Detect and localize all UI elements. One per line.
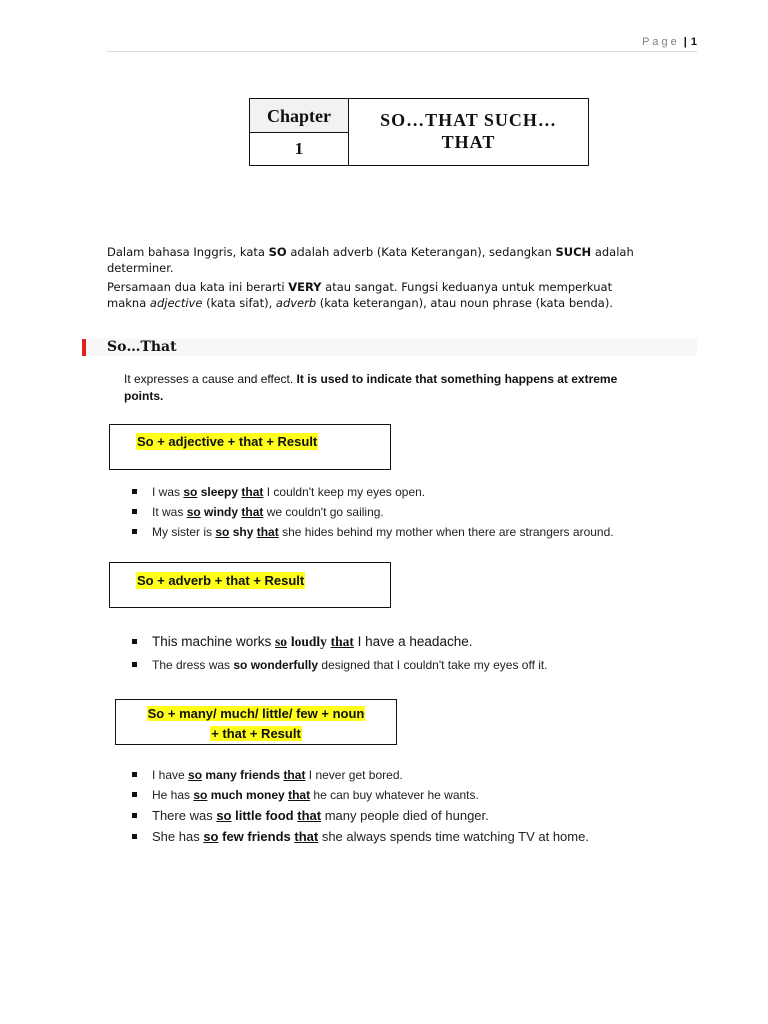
keyword-so: SO (268, 245, 287, 259)
formula-box-adverb (109, 562, 391, 608)
keyword-such: SUCH (555, 245, 592, 259)
list-item: This machine works so loudly that I have a headache. (128, 632, 548, 652)
chapter-title (349, 109, 588, 153)
page-number: 1 (690, 36, 697, 48)
examples-adjective (128, 482, 614, 542)
explanation: It expresses a cause and effect. It is used to indicate that something happens at extreme points. (124, 372, 618, 403)
list-item: I was so sleepy that I couldn't keep my eyes open. (128, 482, 614, 502)
list-item: It was so windy that we couldn't go sailing. (128, 502, 614, 522)
chapter-title-line2: THAT (441, 132, 496, 152)
formula-box-quantity (115, 699, 397, 745)
formula-quantity-line1: So + many/ much/ little/ few + noun (147, 706, 365, 721)
page-word: Page (642, 36, 680, 48)
section-title: So…That (107, 339, 177, 355)
chapter-table (249, 98, 589, 166)
list-item: He has so much money that he can buy whatever he wants. (128, 785, 589, 805)
examples-quantity (128, 765, 589, 847)
intro-paragraph-1: Dalam bahasa Inggris, kata SO adalah adverb (Kata Keterangan), sedangkan SUCH adalah determiner. (107, 245, 634, 275)
header-rule (107, 51, 697, 52)
chapter-number: 1 (250, 133, 349, 165)
keyword-very: VERY (288, 280, 322, 294)
formula-box-adjective (109, 424, 391, 470)
list-item: I have so many friends that I never get bored. (128, 765, 589, 785)
list-item: There was so little food that many people died of hunger. (128, 805, 589, 826)
examples-adverb (128, 632, 548, 676)
list-item: She has so few friends that she always spends time watching TV at home. (128, 826, 589, 847)
intro-paragraph-2: Persamaan dua kata ini berarti VERY atau sangat. Fungsi keduanya untuk memperkuat makna adjective (kata sifat), adverb (kata keterangan), atau noun phrase (kata benda). (107, 280, 613, 310)
section-accent (82, 339, 86, 356)
page-separator: | (683, 36, 687, 48)
chapter-title-line1: SO…THAT SUCH… (380, 110, 557, 130)
list-item: The dress was so wonderfully designed that I couldn't take my eyes off it. (128, 654, 548, 676)
formula-adjective: So + adjective + that + Result (137, 434, 318, 449)
chapter-label: Chapter (250, 99, 349, 133)
list-item: My sister is so shy that she hides behind my mother when there are strangers around. (128, 522, 614, 542)
formula-quantity-line2: + that + Result (211, 726, 301, 741)
formula-adverb: So + adverb + that + Result (137, 573, 305, 588)
page-header (0, 36, 697, 48)
